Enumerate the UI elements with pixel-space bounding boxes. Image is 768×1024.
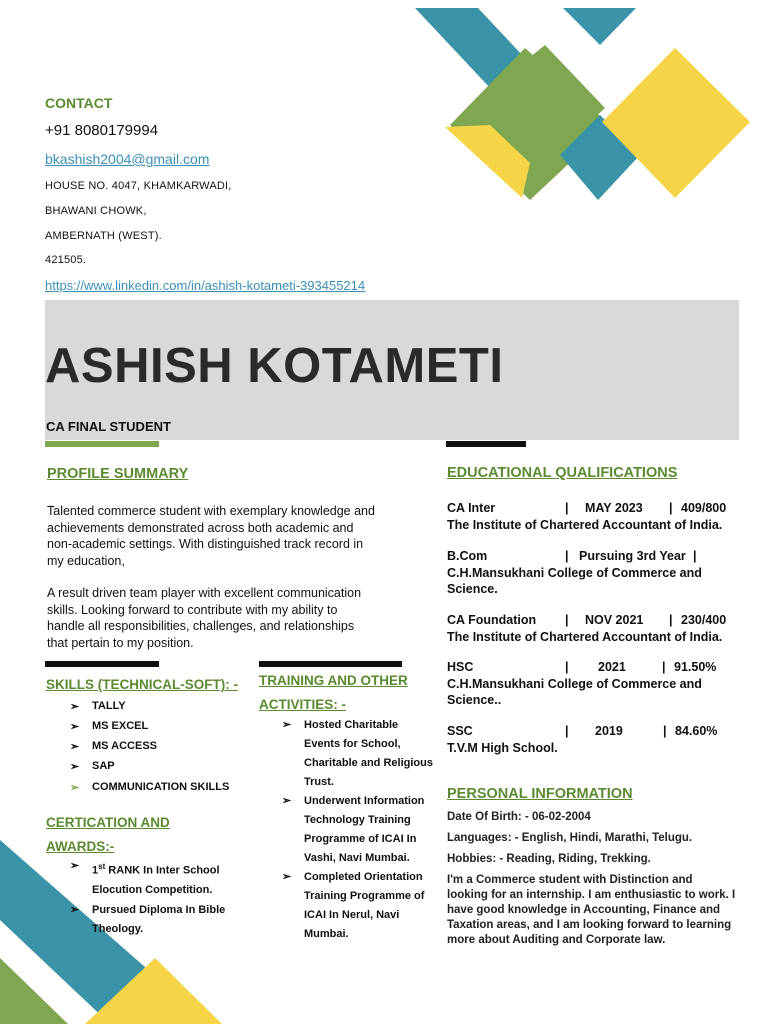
contact-heading: CONTACT <box>45 95 113 111</box>
education-entry-ca-inter: CA Inter | MAY 2023 | 409/800 The Institute of Chartered Accountant of India. <box>447 501 727 532</box>
skill-item: ➢ MS EXCEL <box>70 720 149 733</box>
arrow-bullet-icon: ➢ <box>70 860 80 872</box>
arrow-bullet-icon: ➢ <box>282 871 292 883</box>
skills-list <box>70 700 260 801</box>
skill-item: ➢ MS ACCESS <box>70 740 157 753</box>
hobbies: Hobbies: - Reading, Riding, Trekking. <box>447 853 651 865</box>
languages: Languages: - English, Hindi, Marathi, Telugu. <box>447 832 693 844</box>
candidate-name: ASHISH KOTAMETI <box>45 339 504 393</box>
education-entry-bcom: B.Com | Pursuing 3rd Year | C.H.Mansukhani College of Commerce and Science. <box>447 549 702 596</box>
arrow-bullet-icon: ➢ <box>70 721 80 733</box>
address-line-3: AMBERNATH (WEST). <box>45 230 162 242</box>
training-item: ➢ Hosted Charitable Events for School, Charitable and Religious Trust. <box>282 716 447 792</box>
email-link[interactable]: bkashish2004@gmail.com <box>45 151 210 167</box>
training-item: ➢ Completed Orientation Training Programme of ICAI In Nerul, Navi Mumbai. <box>282 868 447 944</box>
profile-summary-heading: PROFILE SUMMARY <box>47 466 189 482</box>
training-divider-bar <box>259 661 402 667</box>
arrow-bullet-icon: ➢ <box>70 782 80 794</box>
green-underline-bar <box>45 441 159 447</box>
phone-number[interactable]: +91 8080179994 <box>45 122 159 139</box>
profile-summary-paragraph-1: Talented commerce student with exemplary knowledge and achievements demonstrated across both academic and non-academic settings. With distinguished track record in my education, <box>47 504 375 568</box>
education-entry-hsc: HSC | 2021 | 91.50% C.H.Mansukhani College of Commerce and Science.. <box>447 660 717 707</box>
certification-heading: CERTICATION AND AWARDS:- <box>46 815 170 854</box>
teal-triangle-top <box>563 8 636 45</box>
training-heading: TRAINING AND OTHER ACTIVITIES: - <box>259 673 408 712</box>
skills-divider-bar <box>45 661 159 667</box>
arrow-bullet-icon: ➢ <box>70 761 80 773</box>
certification-item: ➢ Pursued Diploma In Bible Theology. <box>70 901 260 939</box>
skill-item: ➢ COMMUNICATION SKILLS <box>70 781 230 794</box>
training-item: ➢ Underwent Information Technology Training Programme of ICAI In Vashi, Navi Mumbai. <box>282 792 447 868</box>
arrow-bullet-icon: ➢ <box>70 741 80 753</box>
certification-item: ➢ 1st RANK In Inter School Elocution Competition. <box>70 857 260 900</box>
personal-info-heading: PERSONAL INFORMATION <box>447 786 633 802</box>
education-entry-ca-foundation: CA Foundation | NOV 2021 | 230/400 The Institute of Chartered Accountant of India. <box>447 613 727 644</box>
candidate-subtitle: CA FINAL STUDENT <box>46 419 171 434</box>
address-line-4: 421505. <box>45 254 87 266</box>
skill-item: ➢ TALLY <box>70 700 126 713</box>
address-line-2: BHAWANI CHOWK, <box>45 205 147 217</box>
about-paragraph: I'm a Commerce student with Distinction and looking for an internship. I am enthusiastic to work. I have good knowledge in Accounting, Finance and Taxation areas, and I am looking forward to learning more about Auditing and Corporate law. <box>447 874 736 946</box>
certification-list <box>70 857 260 939</box>
arrow-bullet-icon: ➢ <box>70 903 80 916</box>
arrow-bullet-icon: ➢ <box>282 795 292 807</box>
profile-summary-paragraph-2: A result driven team player with excellent communication skills. Looking forward to contribute with my ability to handle all responsibilities, challenges, and relationships that pertain to my position. <box>47 586 362 650</box>
skills-heading: SKILLS (TECHNICAL-SOFT): - <box>46 677 238 692</box>
date-of-birth: Date Of Birth: - 06-02-2004 <box>447 811 591 823</box>
section-divider-bar <box>446 441 526 447</box>
linkedin-link[interactable]: https://www.linkedin.com/in/ashish-kotameti-393455214 <box>45 278 366 293</box>
skill-item: ➢ SAP <box>70 760 115 773</box>
arrow-bullet-icon: ➢ <box>282 719 292 731</box>
education-heading: EDUCATIONAL QUALIFICATIONS <box>447 465 678 481</box>
address-line-1: HOUSE NO. 4047, KHAMKARWADI, <box>45 180 232 192</box>
yellow-diamond-right <box>602 48 750 198</box>
arrow-bullet-icon: ➢ <box>70 701 80 713</box>
education-entry-ssc: SSC | 2019 | 84.60% T.V.M High School. <box>447 724 718 755</box>
training-list <box>282 716 447 944</box>
